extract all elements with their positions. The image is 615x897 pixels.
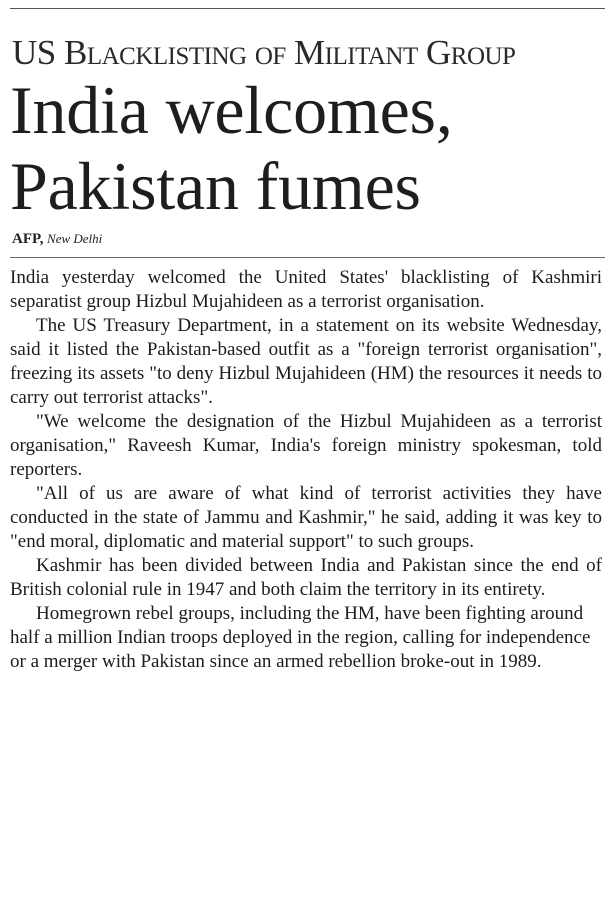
article-headline xyxy=(10,72,610,224)
paragraph-6: Homegrown rebel groups, including the HM, have been fighting around half a million Indian troops deployed in the region, calling for independence or a merger with Pakistan since an armed rebellion broke-out in 1989. xyxy=(10,603,591,672)
paragraph-2: The US Treasury Department, in a statement on its website Wednesday, said it listed the Pakistan-based outfit as a "foreign terrorist organisation", freezing its assets "to deny Hizbul Mujahideen (HM) the resources it needs to carry out terrorist attacks". xyxy=(10,315,602,408)
paragraph-4: "All of us are aware of what kind of terrorist activities they have conducted in the state of Jammu and Kashmir," he said, adding it was key to "end moral, diplomatic and material support" to such groups. xyxy=(10,483,602,552)
byline-rule xyxy=(10,257,605,258)
paragraph-1: India yesterday welcomed the United States' blacklisting of Kashmiri separatist group Hizbul Mujahideen as a terrorist organisation. xyxy=(10,267,602,312)
paragraph-3: "We welcome the designation of the Hizbul Mujahideen as a terrorist organisation," Raveesh Kumar, India's foreign ministry spokesman, told reporters. xyxy=(10,411,602,480)
byline xyxy=(12,230,102,249)
article-kicker: US Blacklisting of Militant Group xyxy=(12,33,516,72)
headline-line-2: Pakistan fumes xyxy=(10,148,421,224)
paragraph-5: Kashmir has been divided between India and Pakistan since the end of British colonial rule in 1947 and both claim the territory in its entirety. xyxy=(10,555,602,600)
headline-line-1: India welcomes, xyxy=(10,72,453,148)
byline-location: New Delhi xyxy=(47,231,103,246)
top-rule xyxy=(10,8,605,9)
byline-agency: AFP, xyxy=(12,231,44,247)
article-body xyxy=(10,266,602,674)
